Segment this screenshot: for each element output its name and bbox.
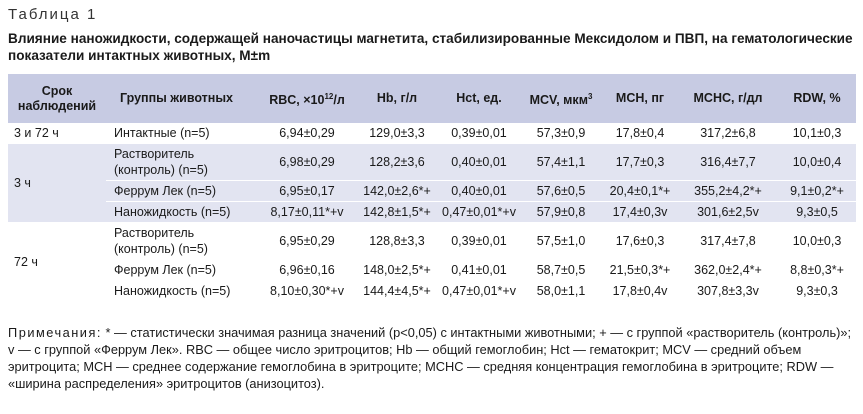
cell-hb: 142,0±2,6*+ — [356, 181, 438, 202]
cell-mchc: 317,2±6,8 — [678, 123, 778, 144]
cell-group: Растворитель (контроль) (n=5) — [106, 223, 258, 260]
col-rbc-sup: 12 — [324, 92, 334, 101]
cell-hct: 0,39±0,01 — [438, 223, 520, 260]
cell-hb: 142,8±1,5*+ — [356, 202, 438, 223]
cell-group: Наножидкость (n=5) — [106, 281, 258, 302]
col-rbc-pre: RBC, ×10 — [269, 93, 325, 107]
cell-mchc: 316,4±7,7 — [678, 144, 778, 181]
cell-rbc: 6,98±0,29 — [258, 144, 356, 181]
cell-mchc: 307,8±3,3v — [678, 281, 778, 302]
col-mcv-pre: MCV, мкм — [529, 93, 588, 107]
hematology-table — [8, 74, 856, 302]
cell-mch: 17,8±0,4v — [602, 281, 678, 302]
table-row — [8, 281, 856, 302]
col-group: Группы животных — [106, 74, 258, 123]
cell-mchc: 301,6±2,5v — [678, 202, 778, 223]
cell-mch: 17,6±0,3 — [602, 223, 678, 260]
cell-mcv: 57,6±0,5 — [520, 181, 602, 202]
cell-rbc: 6,96±0,16 — [258, 260, 356, 281]
table-row — [8, 223, 856, 260]
cell-hct: 0,39±0,01 — [438, 123, 520, 144]
cell-rdw: 8,8±0,3*+ — [778, 260, 856, 281]
table-row — [8, 181, 856, 202]
cell-group: Интактные (n=5) — [106, 123, 258, 144]
cell-rdw: 10,1±0,3 — [778, 123, 856, 144]
cell-hct: 0,41±0,01 — [438, 260, 520, 281]
cell-mcv: 57,4±1,1 — [520, 144, 602, 181]
table-notes — [8, 324, 858, 392]
cell-period: 3 и 72 ч — [8, 123, 106, 144]
cell-mch: 20,4±0,1*+ — [602, 181, 678, 202]
cell-mcv: 58,0±1,1 — [520, 281, 602, 302]
table-title: Влияние наножидкости, содержащей наночастицы магнетита, стабилизированные Мексидолом и ПВП, на гематологические показатели интактных животных, M±m — [8, 31, 853, 63]
cell-mch: 17,7±0,3 — [602, 144, 678, 181]
cell-rbc: 6,94±0,29 — [258, 123, 356, 144]
cell-period: 72 ч — [8, 223, 106, 302]
cell-hb: 128,8±3,3 — [356, 223, 438, 260]
header-row — [8, 74, 856, 123]
col-mch: MCH, пг — [602, 74, 678, 123]
cell-group: Феррум Лек (n=5) — [106, 181, 258, 202]
cell-mch: 17,4±0,3v — [602, 202, 678, 223]
col-rbc — [258, 74, 356, 123]
table-row — [8, 123, 856, 144]
cell-rdw: 10,0±0,3 — [778, 223, 856, 260]
cell-mchc: 317,4±7,8 — [678, 223, 778, 260]
col-rdw: RDW, % — [778, 74, 856, 123]
notes-lead: Примечания: — [8, 325, 102, 340]
col-mcv — [520, 74, 602, 123]
cell-hb: 129,0±3,3 — [356, 123, 438, 144]
cell-hb: 144,4±4,5*+ — [356, 281, 438, 302]
cell-rdw: 9,1±0,2*+ — [778, 181, 856, 202]
table-row — [8, 144, 856, 181]
cell-mch: 21,5±0,3*+ — [602, 260, 678, 281]
cell-mcv: 57,9±0,8 — [520, 202, 602, 223]
cell-rdw: 9,3±0,5 — [778, 202, 856, 223]
cell-hct: 0,40±0,01 — [438, 181, 520, 202]
cell-hb: 148,0±2,5*+ — [356, 260, 438, 281]
cell-hct: 0,47±0,01*+v — [438, 281, 520, 302]
col-mcv-sup: 3 — [587, 92, 593, 101]
cell-rdw: 9,3±0,3 — [778, 281, 856, 302]
table-row — [8, 202, 856, 223]
cell-period: 3 ч — [8, 144, 106, 223]
col-hb: Hb, г/л — [356, 74, 438, 123]
cell-rbc: 6,95±0,17 — [258, 181, 356, 202]
cell-rbc: 8,17±0,11*+v — [258, 202, 356, 223]
cell-hct: 0,40±0,01 — [438, 144, 520, 181]
table-row — [8, 260, 856, 281]
cell-hct: 0,47±0,01*+v — [438, 202, 520, 223]
cell-mcv: 58,7±0,5 — [520, 260, 602, 281]
cell-mcv: 57,3±0,9 — [520, 123, 602, 144]
col-mchc: MCHC, г/дл — [678, 74, 778, 123]
col-rbc-post: /л — [333, 93, 345, 107]
cell-mch: 17,8±0,4 — [602, 123, 678, 144]
cell-group: Наножидкость (n=5) — [106, 202, 258, 223]
cell-group: Растворитель (контроль) (n=5) — [106, 144, 258, 181]
col-hct: Hct, ед. — [438, 74, 520, 123]
cell-hb: 128,2±3,6 — [356, 144, 438, 181]
cell-mchc: 362,0±2,4*+ — [678, 260, 778, 281]
notes-text: * — статистически значимая разница значений (p<0,05) с интактными животными; + — с группой «растворитель (контроль)»; v — с группой «Феррум Лек». RBC — общее число эритроцитов; Hb — общий гемоглобин; Hct — гематокрит; MCV — средний объем эритроцита; MCH — среднее содержание гемоглобина в эритроците; MCHC — средняя концентрация гемоглобина в эритроците; RDW — «ширина распределения» эритроцитов (анизоцитоз). — [8, 325, 852, 391]
cell-rbc: 6,95±0,29 — [258, 223, 356, 260]
col-period: Срок наблюдений — [8, 74, 106, 123]
cell-mcv: 57,5±1,0 — [520, 223, 602, 260]
cell-mchc: 355,2±4,2*+ — [678, 181, 778, 202]
cell-rdw: 10,0±0,4 — [778, 144, 856, 181]
table-number-label: Таблица 1 — [8, 6, 98, 23]
cell-rbc: 8,10±0,30*+v — [258, 281, 356, 302]
cell-group: Феррум Лек (n=5) — [106, 260, 258, 281]
